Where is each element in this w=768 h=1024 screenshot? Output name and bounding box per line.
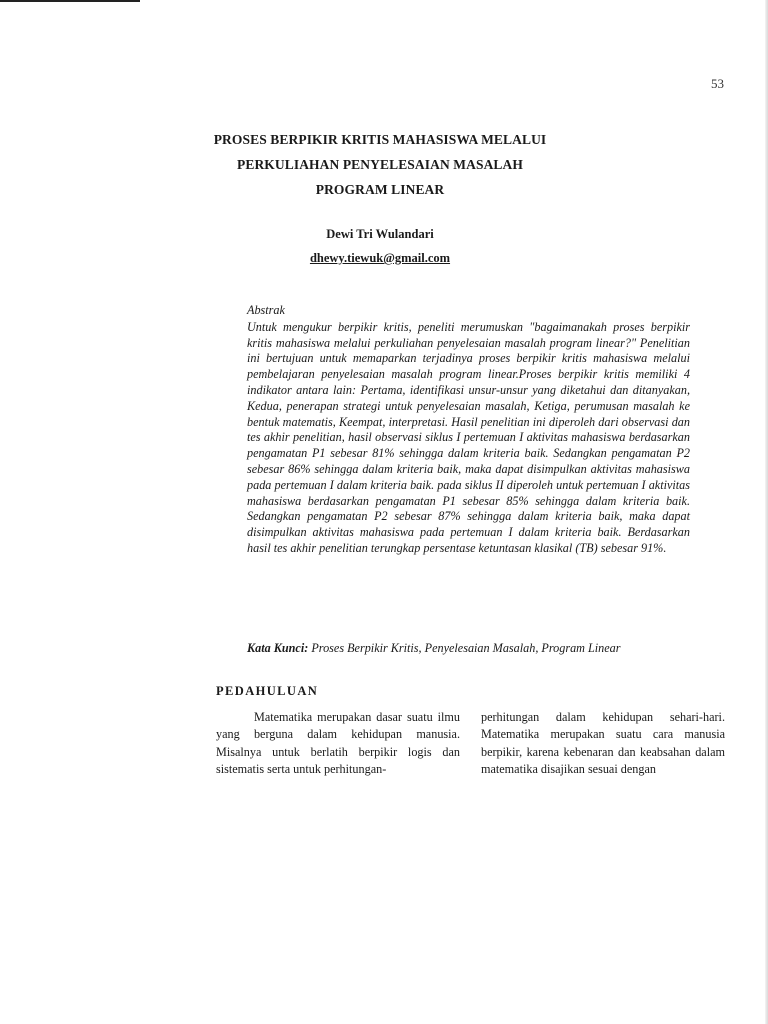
scan-edge-top xyxy=(0,0,140,2)
abstract-heading: Abstrak xyxy=(247,303,285,317)
author-name: Dewi Tri Wulandari xyxy=(326,227,434,241)
paper-title xyxy=(180,127,580,202)
abstract-block xyxy=(247,303,690,557)
section-heading: PEDAHULUAN xyxy=(216,684,319,698)
abstract-body: Untuk mengukur berpikir kritis, peneliti merumuskan "bagaimanakah proses berpikir kritis mahasiswa melalui perkuliahan penyelesaian masalah program linear?" Penelitian ini bertujuan untuk memaparkan terjadinya proses berpikir kritis mahasiswa melalui pembelajaran penyelesaian masalah program linear.Proses berpikir kritis memiliki 4 indikator antara lain: Pertama, identifikasi unsur-unsur yang diketahui dan ditanyakan, Kedua, penerapan strategi untuk penyelesaian masalah, Ketiga, perumusan masalah ke bentuk matematis, Keempat, interpretasi. Hasil penelitian ini diperoleh dari observasi dan tes akhir penelitian, hasil observasi siklus I pertemuan I aktivitas mahasiswa berdasarkan pengamatan P1 sebesar 81% sehingga dalam kriteria baik. Sedangkan pengamatan P2 sebesar 86% sehingga dalam kriteria baik, maka dapat disimpulkan aktivitas mahasiswa pada pertemuan I dalam kriteria baik. pada siklus II diperoleh untuk pertemuan I aktivitas mahasiswa berdasarkan pengamatan P1 sebesar 85% sehingga dalam kriteria baik. Sedangkan pengamatan P2 sebesar 87% sehingga dalam kriteria baik, maka dapat disimpulkan aktivitas mahasiswa pada pertemuan I dalam kriteria baik. Berdasarkan hasil tes akhir penelitian terungkap persentase ketuntasan klasikal (TB) sebesar 91%. xyxy=(247,319,690,555)
keywords-text: Proses Berpikir Kritis, Penyelesaian Masalah, Program Linear xyxy=(311,641,621,655)
left-column-text: Matematika merupakan dasar suatu ilmu yang berguna dalam kehidupan manusia. Misalnya untuk berlatih berpikir logis dan sistematis serta untuk perhitungan- xyxy=(216,710,460,776)
keywords-line xyxy=(247,641,707,656)
title-line: PROGRAM LINEAR xyxy=(315,182,445,197)
page-number: 53 xyxy=(711,76,724,91)
author-email: dhewy.tiewuk@gmail.com xyxy=(309,251,451,265)
title-line: PERKULIAHAN PENYELESAIAN MASALAH xyxy=(237,157,523,172)
right-column-text: perhitungan dalam kehidupan sehari-hari. Matematika merupakan suatu cara manusia berpikir, karena kebenaran dan keabsahan dalam matematika disajikan sesuai dengan xyxy=(481,710,725,776)
title-line: PROSES BERPIKIR KRITIS MAHASISWA MELALUI xyxy=(213,132,547,147)
keywords-label: Kata Kunci: xyxy=(247,641,309,655)
